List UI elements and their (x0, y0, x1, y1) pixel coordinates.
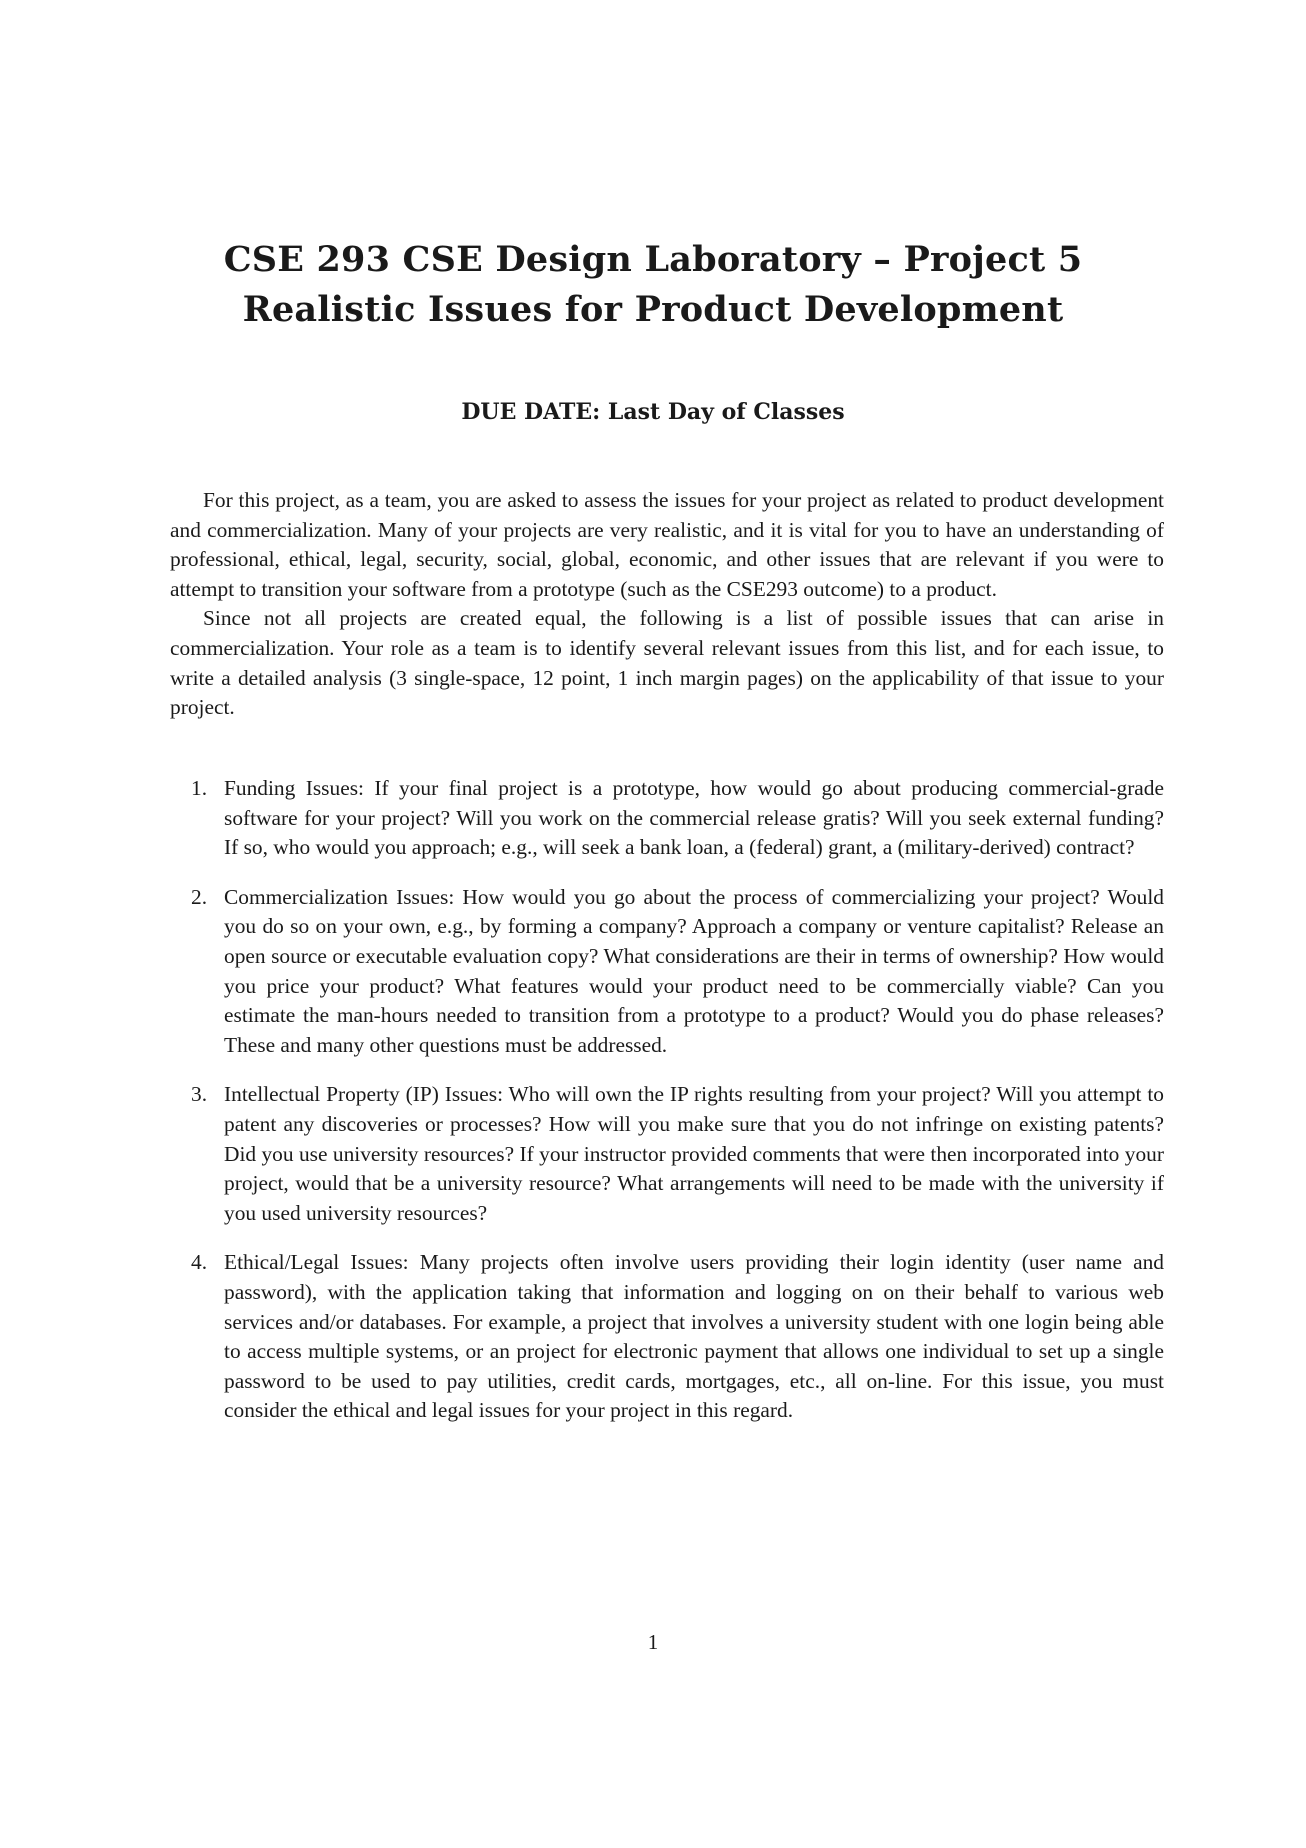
page-number: 1 (647, 1630, 659, 1654)
list-item-number: 1. (191, 776, 208, 800)
issues-list (170, 774, 1164, 1446)
list-item-text: Funding Issues: If your final project is a prototype, how would go about producing commercial-grade software for your project? Will you work on the commercial release gratis? Will you seek external funding? If so, who would you approach; e.g., will seek a bank loan, a (federal) grant, a (military-derived) contract? (224, 776, 1164, 860)
list-item-number: 2. (191, 884, 208, 909)
document-title (150, 235, 1156, 335)
title-line-2: Realistic Issues for Product Development (242, 289, 1064, 330)
list-item-number: 3. (191, 1082, 208, 1107)
list-item-text: Intellectual Property (IP) Issues: Who will own the IP rights resulting from your project? Will you attempt to patent any discoveries or processes? How will you make sure that you do not infringe on existing patents? Did you use university resources? If your instructor provided comments that were then incorporated into your project, would that be a university resource? What arrangements will need to be made with the university if you used university resources? (224, 1082, 1164, 1225)
list-item-number: 4. (191, 1250, 208, 1275)
intro-section (170, 486, 1164, 723)
list-item (170, 1080, 1164, 1228)
intro-paragraph-2: Since not all projects are created equal, the following is a list of possible issues that can arise in commercialization. Your role as a team is to identify several relevant issues from this list, and for each issue, to write a detailed analysis (3 single-space, 12 point, 1 inch margin pages) on the applicability of that issue to your project. (170, 606, 1164, 720)
list-item (170, 883, 1164, 1061)
list-item (170, 1248, 1164, 1426)
intro-paragraph-1: For this project, as a team, you are asked to assess the issues for your project as related to product development and commercialization. Many of your projects are very realistic, and it is vital for you to have an understanding of professional, ethical, legal, security, social, global, economic, and other issues that are relevant if you were to attempt to transition your software from a prototype (such as the CSE293 outcome) to a product. (170, 488, 1164, 601)
list-item-text: Ethical/Legal Issues: Many projects often involve users providing their login identity (user name and password), with the application taking that information and logging on on their behalf to various web services and/or databases. For example, a project that involves a university student with one login being able to access multiple systems, or an project for electronic payment that allows one individual to set up a single password to be used to pay utilities, credit cards, mortgages, etc., all on-line. For this issue, you must consider the ethical and legal issues for your project in this regard. (224, 1250, 1164, 1423)
due-date: DUE DATE: Last Day of Classes (461, 399, 845, 425)
title-line-1: CSE 293 CSE Design Laboratory – Project 5 (223, 239, 1083, 280)
list-item-text: Commercialization Issues: How would you go about the process of commercializing your project? Would you do so on your own, e.g., by forming a company? Approach a company or venture capitalist? Release an open source or executable evaluation copy? What considerations are their in terms of ownership? How would you price your product? What features would your product need to be commercially viable? Can you estimate the man-hours needed to transition from a prototype to a product? Would you do phase releases? These and many other questions must be addressed. (224, 884, 1164, 1057)
list-item (170, 774, 1164, 863)
